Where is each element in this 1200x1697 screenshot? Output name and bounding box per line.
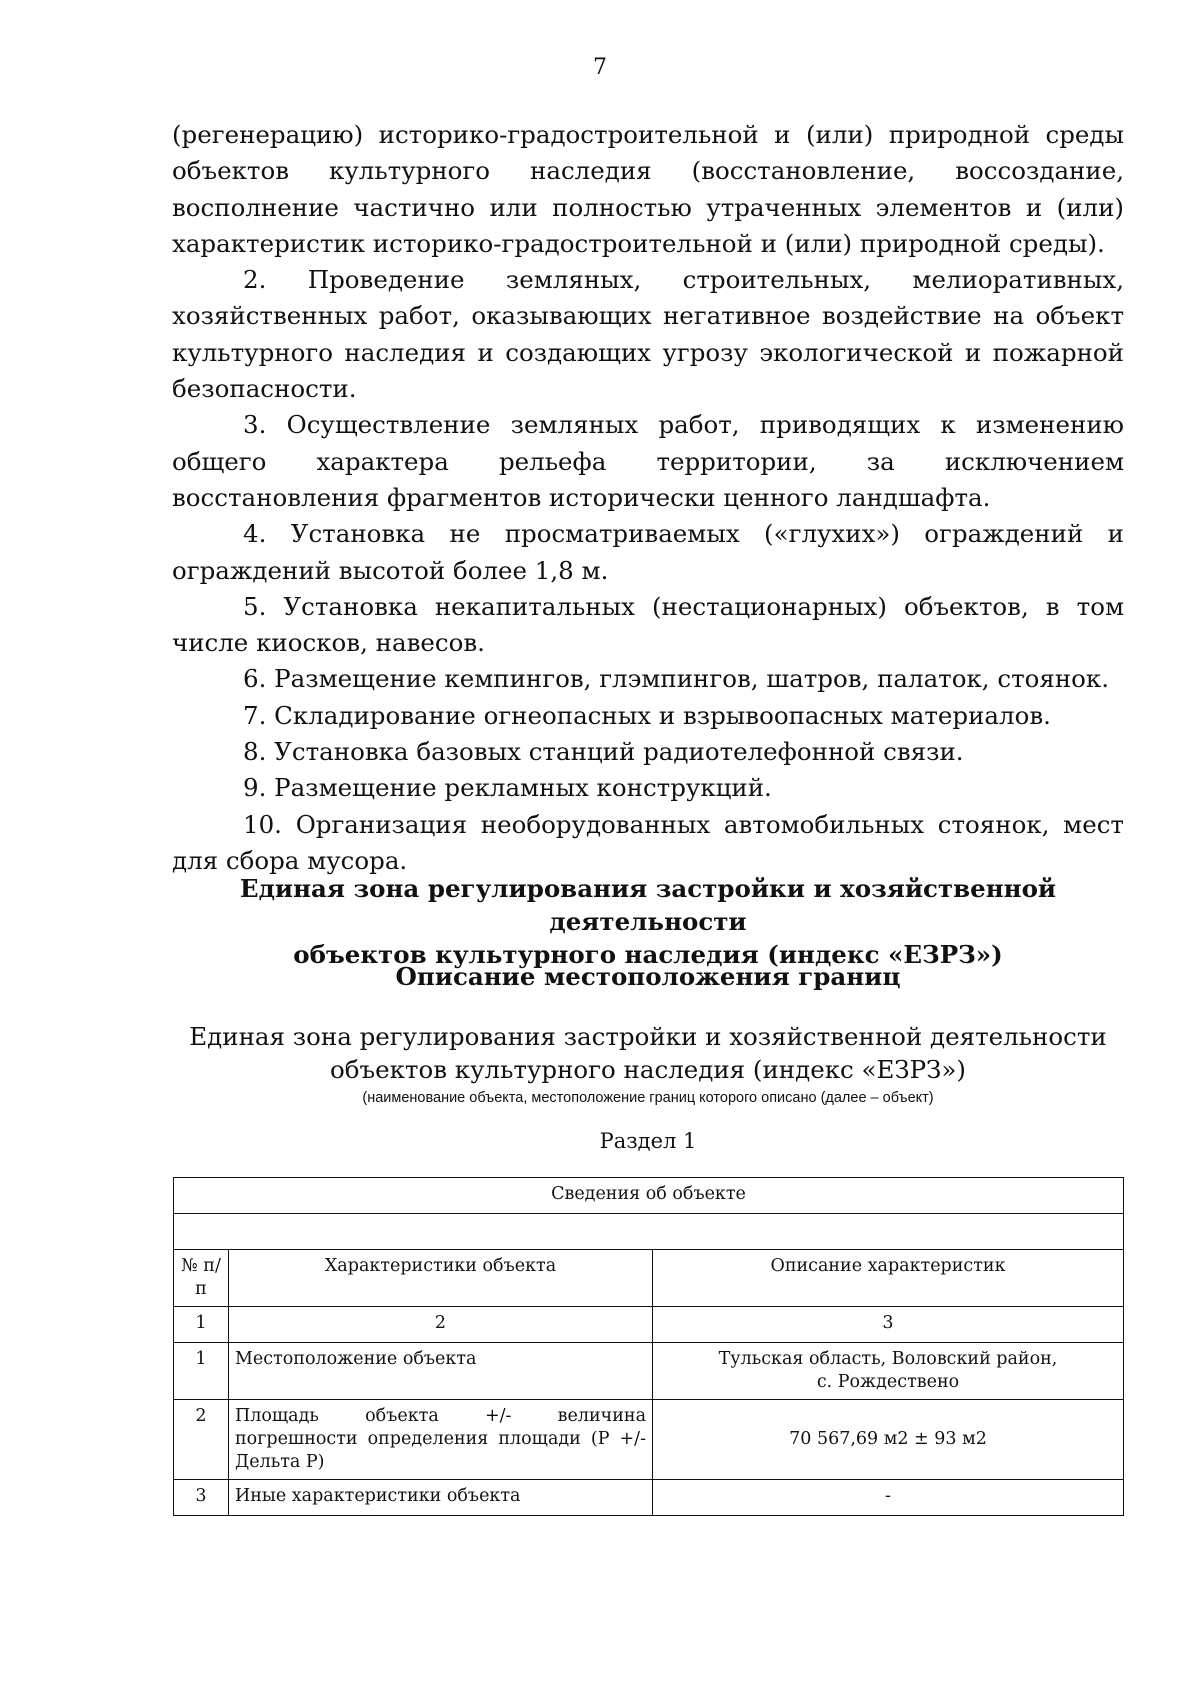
table-title-row	[174, 1178, 1124, 1214]
row-characteristic: Иные характеристики объекта	[229, 1480, 653, 1516]
table-empty-row	[174, 1214, 1124, 1250]
row-description-line2: с. Рождествено	[816, 1372, 960, 1392]
header-num: № п/п	[174, 1250, 229, 1307]
table-column-numbers-row	[174, 1307, 1124, 1343]
row-description: -	[653, 1480, 1124, 1516]
row-characteristic: Площадь объекта +/- величина погрешности определения площади (Р +/- Дельта Р)	[229, 1400, 653, 1480]
zone-heading-line2: объектов культурного наследия (индекс «ЕЗРЗ»)	[293, 940, 1003, 969]
object-info-table	[173, 1177, 1124, 1516]
section-label: Раздел 1	[599, 1129, 697, 1153]
paragraph-item-4: 4. Установка не просматриваемых («глухих») ограждений и ограждений высотой более 1,8 м.	[172, 519, 1124, 585]
paragraph-item-5: 5. Установка некапитальных (нестационарных) объектов, в том числе киосков, навесов.	[172, 591, 1124, 658]
object-name	[150, 1020, 1146, 1086]
row-characteristic: Местоположение объекта	[229, 1343, 653, 1400]
paragraph-continuation: (регенерацию) историко-градостроительной и (или) природной среды объектов культурного наследия (восстановление, воссоздание, восполнение частично или полностью утраченных элементов и (или) характеристик историко-градостроительной и (или) природной среды).	[172, 120, 1124, 258]
body-text	[172, 117, 1124, 879]
paragraph-item-8: 8. Установка базовых станций радиотелефонной связи.	[243, 737, 964, 767]
paragraph-item-3: 3. Осуществление земляных работ, приводящих к изменению общего характера рельефа территории, за исключением восстановления фрагментов исторически ценного ландшафта.	[172, 410, 1124, 512]
row-num: 2	[174, 1400, 229, 1480]
paragraph-item-6: 6. Размещение кемпингов, глэмпингов, шатров, палаток, стоянок.	[243, 664, 1110, 694]
table-row	[174, 1480, 1124, 1516]
row-num: 3	[174, 1480, 229, 1516]
table-row	[174, 1400, 1124, 1480]
paragraph-item-9: 9. Размещение рекламных конструкций.	[243, 773, 772, 803]
column-number-3: 3	[653, 1307, 1124, 1343]
object-name-line1: Единая зона регулирования застройки и хозяйственной деятельности	[189, 1022, 1107, 1051]
zone-heading-line1: Единая зона регулирования застройки и хозяйственной деятельности	[239, 874, 1057, 936]
boundaries-heading: Описание местоположения границ	[395, 962, 901, 991]
row-description: 70 567,69 м2 ± 93 м2	[653, 1400, 1124, 1480]
header-characteristic: Характеристики объекта	[229, 1250, 653, 1307]
page-number: 7	[593, 55, 607, 80]
row-num: 1	[174, 1343, 229, 1400]
table-empty-cell	[174, 1214, 1124, 1250]
paragraph-item-10: 10. Организация необорудованных автомобильных стоянок, мест для сбора мусора.	[172, 809, 1124, 875]
paragraph-item-2: 2. Проведение земляных, строительных, мелиоративных, хозяйственных работ, оказывающих негативное воздействие на объект культурного наследия и создающих угрозу экологической и пожарной безопасности.	[172, 265, 1124, 404]
table-row	[174, 1343, 1124, 1400]
table-title: Сведения об объекте	[174, 1178, 1124, 1214]
object-name-line2: объектов культурного наследия (индекс «ЕЗРЗ»)	[330, 1055, 966, 1084]
zone-heading	[150, 872, 1146, 971]
header-description: Описание характеристик	[653, 1250, 1124, 1307]
row-description	[653, 1343, 1124, 1400]
object-name-note: (наименование объекта, местоположение границ которого описано (далее – объект)	[362, 1090, 934, 1106]
column-number-1: 1	[174, 1307, 229, 1343]
row-description-line1: Тульская область, Воловский район,	[718, 1349, 1058, 1369]
paragraph-item-7: 7. Складирование огнеопасных и взрывоопасных материалов.	[243, 700, 1051, 730]
column-number-2: 2	[229, 1307, 653, 1343]
table-header-row	[174, 1250, 1124, 1307]
